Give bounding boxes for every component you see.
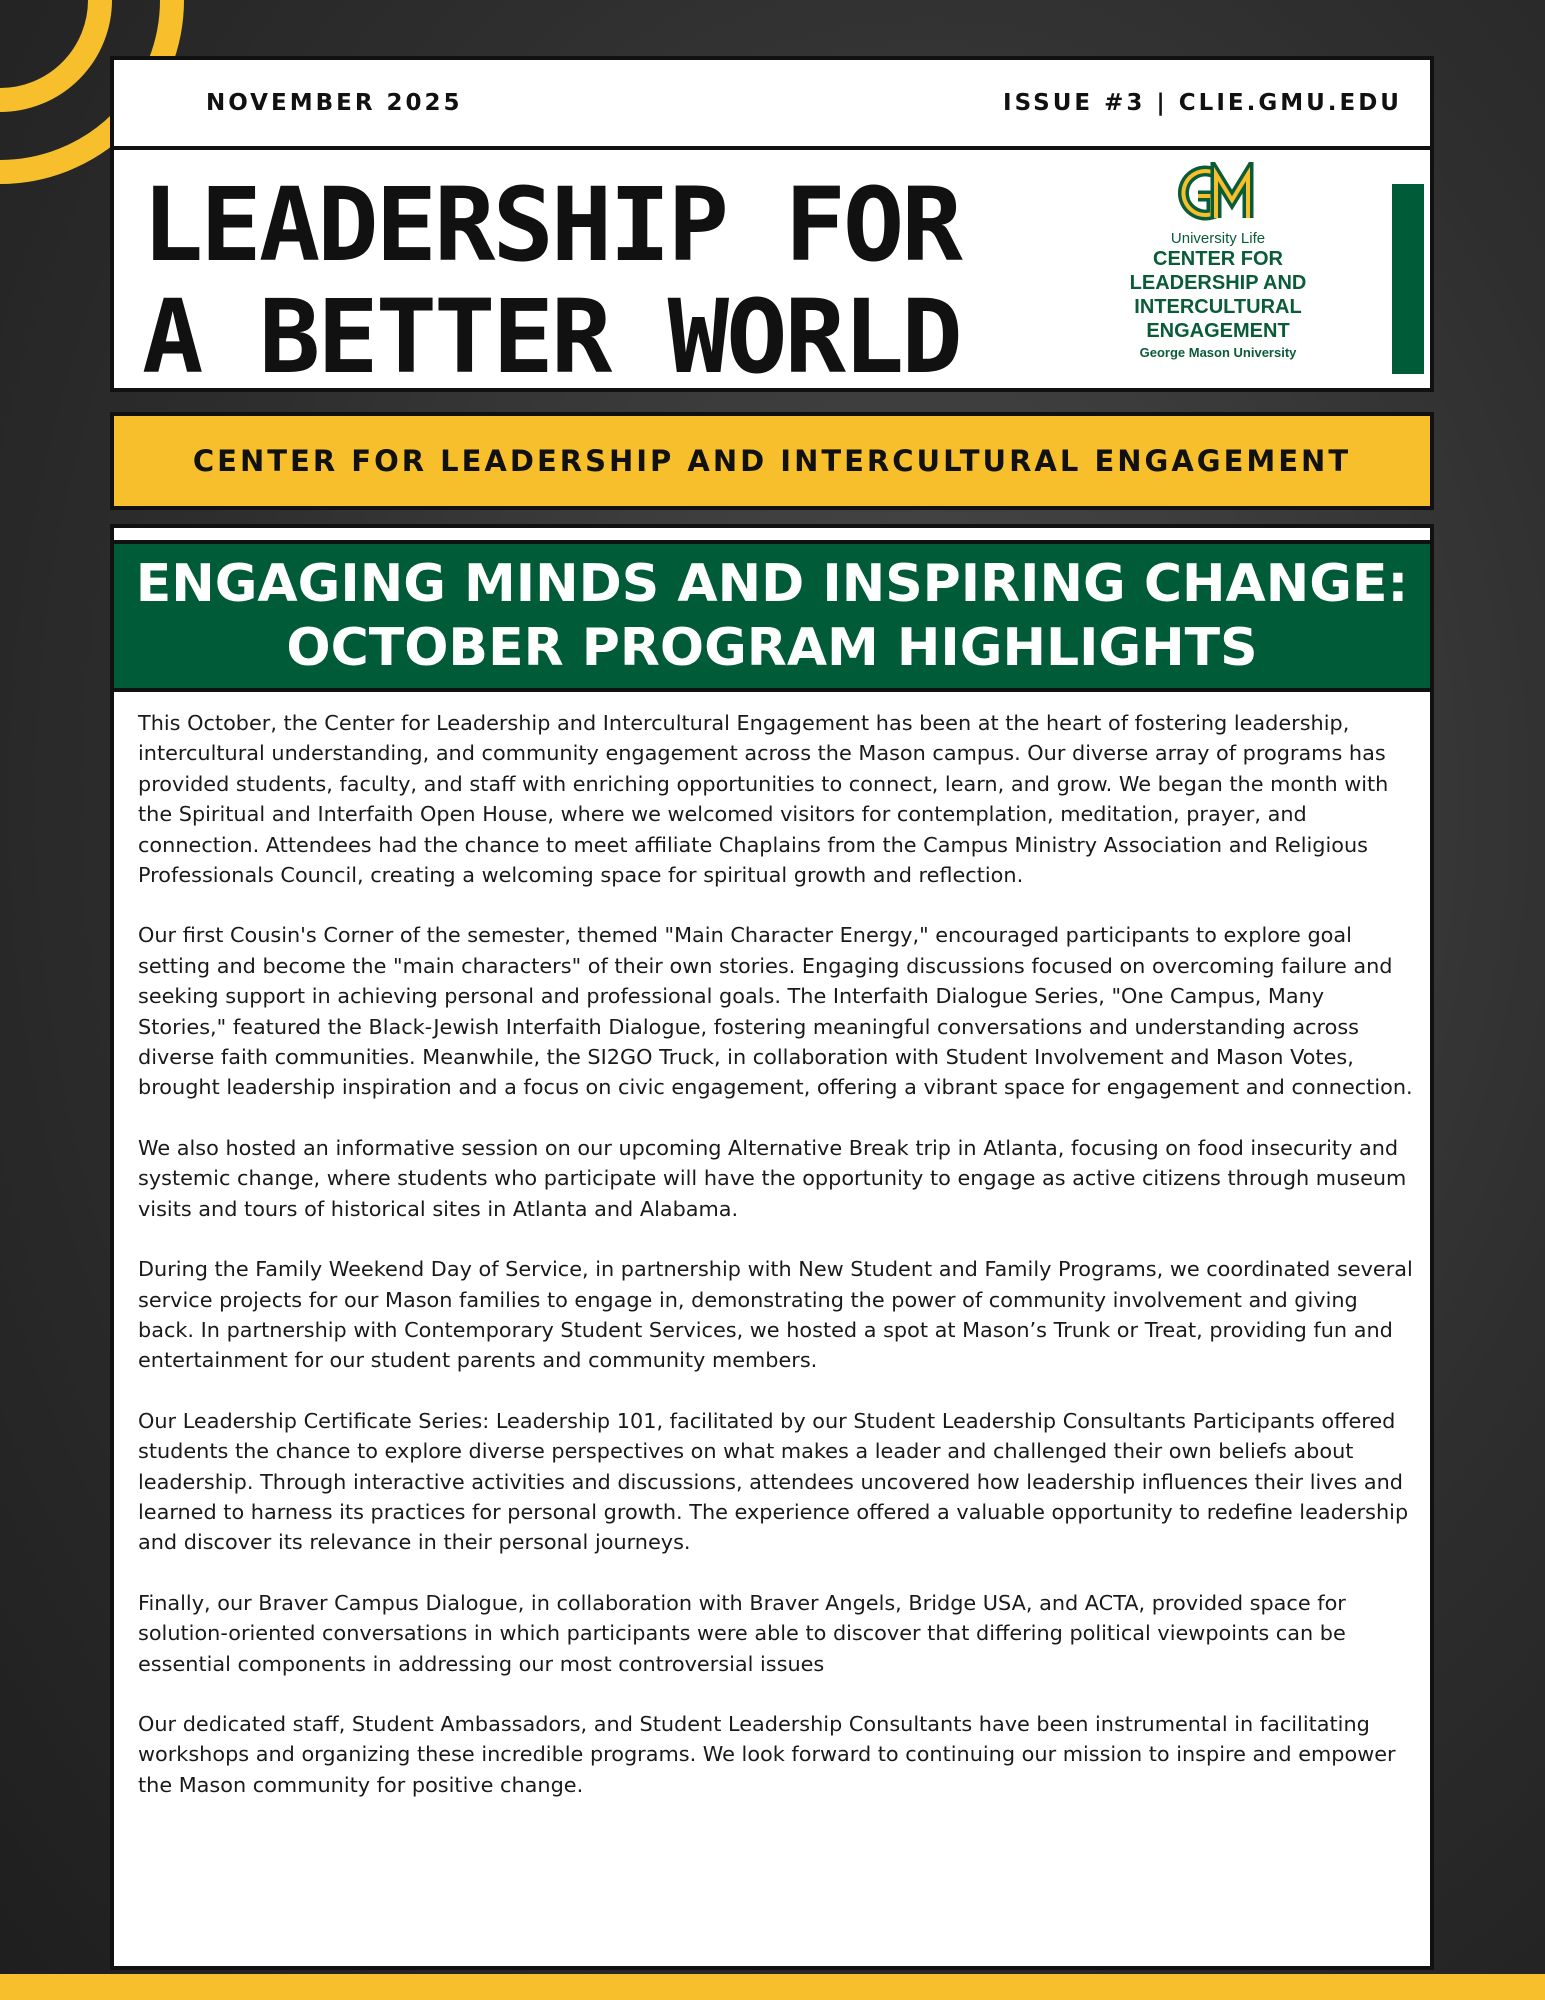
bottom-gold-bar bbox=[0, 1974, 1545, 2000]
headline-line-2: OCTOBER PROGRAM HIGHLIGHTS bbox=[286, 618, 1258, 678]
clie-logo bbox=[1108, 162, 1328, 384]
paragraph: Our dedicated staff, Student Ambassadors, and Student Leadership Consultants have been instrumental in facilitating workshops and organizing these incredible programs. We look forward to continuing our mission to inspire and empower the Mason community for positive change. bbox=[138, 1711, 1396, 1797]
paragraph: Finally, our Braver Campus Dialogue, in collaboration with Braver Angels, Bridge USA, and ACTA, provided space for solution-oriented conversations in which participants were able to discover that differing political viewpoints can be essential components in addressing our most controversial issues bbox=[138, 1590, 1346, 1676]
paragraph: During the Family Weekend Day of Service, in partnership with New Student and Family Programs, we coordinated several service projects for our Mason families to engage in, demonstrating the power of community involvement and giving back. In partnership with Contemporary Student Services, we hosted a spot at Mason’s Trunk or Treat, providing fun and entertainment for our student parents and community members. bbox=[138, 1257, 1413, 1373]
article bbox=[110, 524, 1434, 1970]
center-banner bbox=[110, 412, 1434, 510]
issue-date: NOVEMBER 2025 bbox=[206, 90, 463, 116]
article-body bbox=[138, 708, 1418, 1830]
title-line-1: LEADERSHIP FOR bbox=[142, 166, 960, 285]
paragraph: Our Leadership Certificate Series: Leadership 101, facilitated by our Student Leadership Consultants Participants offered students the chance to explore diverse perspectives on what makes a leader and challenged their own beliefs about leadership. Through interactive activities and discussions, attendees uncovered how leadership influences their lives and learned to harness its practices for personal growth. The experience offered a valuable opportunity to redefine leadership and discover its relevance in their personal journeys. bbox=[138, 1408, 1409, 1555]
headline-line-1: ENGAGING MINDS AND INSPIRING CHANGE: bbox=[135, 554, 1409, 614]
title-line-2: A BETTER WORLD bbox=[142, 278, 960, 397]
issue-number: ISSUE #3 | CLIE.GMU.EDU bbox=[1003, 90, 1402, 116]
logo-university: George Mason University bbox=[1139, 345, 1297, 360]
logo-unit: University Life bbox=[1170, 230, 1266, 247]
paragraph: We also hosted an informative session on our upcoming Alternative Break trip in Atlanta, focusing on food insecurity and systemic change, where students who participate will have the opportunity to engage as active citizens through museum visits and tours of historical sites in Atlanta and Alabama. bbox=[138, 1135, 1407, 1221]
issue-info-bar bbox=[114, 60, 1430, 150]
article-headline bbox=[114, 540, 1430, 692]
masthead-box bbox=[110, 56, 1434, 397]
paragraph: This October, the Center for Leadership and Intercultural Engagement has been at the heart of fostering leadership, intercultural understanding, and community engagement across the Mason campus. Our diverse array of programs has provided students, faculty, and staff with enriching opportunities to connect, learn, and grow. We began the month with the Spiritual and Interfaith Open House, where we welcomed visitors for contemplation, meditation, prayer, and connection. Attendees had the chance to meet affiliate Chaplains from the Campus Ministry Association and Religious Professionals Council, creating a welcoming space for spiritual growth and reflection. bbox=[138, 711, 1389, 888]
paragraph: Our first Cousin's Corner of the semester, themed "Main Character Energy," encouraged participants to explore goal setting and become the "main characters" of their own stories. Engaging discussions focused on overcoming failure and seeking support in achieving personal and professional goals. The Interfaith Dialogue Series, "One Campus, Many Stories," featured the Black-Jewish Interfaith Dialogue, fostering meaningful conversations and understanding across diverse faith communities. Meanwhile, the SI2GO Truck, in collaboration with Student Involvement and Mason Votes, brought leadership inspiration and a focus on civic engagement, offering a vibrant space for engagement and connection. bbox=[138, 923, 1413, 1100]
logo-name-1: CENTER FOR bbox=[1153, 248, 1283, 270]
logo-name-3: INTERCULTURAL bbox=[1134, 296, 1302, 318]
gm-logo-icon bbox=[1170, 162, 1266, 226]
logo-name-2: LEADERSHIP AND bbox=[1129, 272, 1307, 294]
logo-name-4: ENGAGEMENT bbox=[1146, 320, 1290, 342]
green-accent-bar bbox=[1392, 184, 1424, 374]
banner-text: CENTER FOR LEADERSHIP AND INTERCULTURAL ENGAGEMENT bbox=[192, 444, 1352, 478]
newsletter-title bbox=[142, 166, 960, 397]
